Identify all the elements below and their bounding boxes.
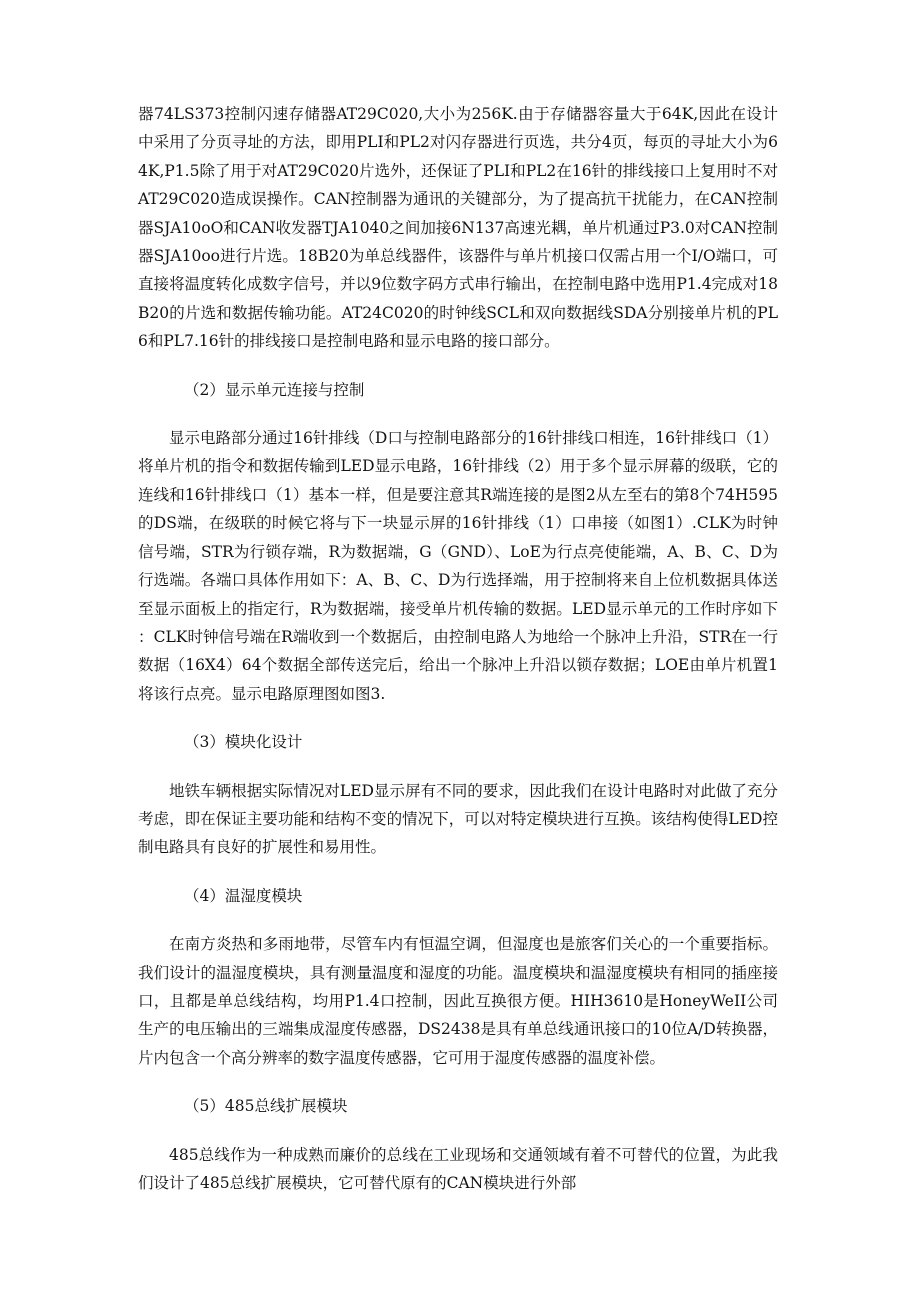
paragraph-modular-design: 地铁车辆根据实际情况对LED显示屏有不同的要求，因此我们在设计电路时对此做了充分考虑，即在保证主要功能和结构不变的情况下，可以对特定模块进行互换。该结构使得LED控制电路具有良好的扩展性和易用性。 (138, 781, 778, 857)
text-column (138, 100, 778, 1197)
paragraph-485-bus: 485总线作为一种成熟而廉价的总线在工业现场和交通领域有着不可替代的位置，为此我们设计了485总线扩展模块，它可替代原有的CAN模块进行外部 (138, 1145, 778, 1192)
paragraph-display-unit: 显示电路部分通过16针排线（D口与控制电路部分的16针排线口相连，16针排线口（1）将单片机的指令和数据传输到LED显示电路，16针排线（2）用于多个显示屏幕的级联，它的连线和16针排线口（1）基本一样，但是要注意其R端连接的是图2从左至右的第8个74H595的DS端，在级联的时候它将与下一块显示屏的16针排线（1）口串接（如图1）.CLK为时钟信号端，STR为行锁存端，R为数据端，G（GND）、LoE为行点亮使能端，A、B、C、D为行选端。各端口具体作用如下：A、B、C、D为行选择端，用于控制将来自上位机数据具体送至显示面板上的指定行，R为数据端，接受单片机传输的数据。LED显示单元的工作时序如下：CLK时钟信号端在R端收到一个数据后，由控制电路人为地给一个脉冲上升沿，STR在一行数据（16X4）64个数据全部传送完后，给出一个脉冲上升沿以锁存数据；LOE由单片机置1将该行点亮。显示电路原理图如图3. (138, 429, 778, 703)
heading-temp-humidity: （4）温湿度模块 (184, 886, 303, 905)
heading-485-bus: （5）485总线扩展模块 (184, 1097, 348, 1116)
heading-display-unit: （2）显示单元连接与控制 (184, 380, 365, 399)
paragraph-temp-humidity: 在南方炎热和多雨地带，尽管车内有恒温空调，但湿度也是旅客们关心的一个重要指标。我们设计的温湿度模块，具有测量温度和湿度的功能。温度模块和温湿度模块有相同的插座接口，且都是单总线结构，均用P1.4口控制，因此互换很方便。HIH3610是HoneyWeII公司生产的电压输出的三端集成湿度传感器，DS2438是具有单总线通讯接口的10位A/D转换器，片内包含一个高分辨率的数字温度传感器，它可用于湿度传感器的温度补偿。 (138, 935, 778, 1067)
heading-modular-design: （3）模块化设计 (184, 733, 303, 752)
paragraph-control-circuit: 器74LS373控制闪速存储器AT29C020,大小为256K.由于存储器容量大于64K,因此在设计中采用了分页寻址的方法，即用PLI和PL2对闪存器进行页选，共分4页，每页的寻址大小为64K,P1.5除了用于对AT29C020片选外，还保证了PLI和PL2在16针的排线接口上复用时不对AT29C020造成误操作。CAN控制器为通讯的关键部分，为了提高抗干扰能力，在CAN控制器SJA10oO和CAN收发器TJA1040之间加接6N137高速光耦，单片机通过P3.0对CAN控制器SJA10oo进行片选。18B20为单总线器件，该器件与单片机接口仅需占用一个I/O端口，可直接将温度转化成数字信号，并以9位数字码方式串行输出，在控制电路中选用P1.4完成对18B20的片选和数据传输功能。AT24C020的时钟线SCL和双向数据线SDA分别接单片机的PL6和PL7.16针的排线接口是控制电路和显示电路的接口部分。 (138, 105, 778, 351)
